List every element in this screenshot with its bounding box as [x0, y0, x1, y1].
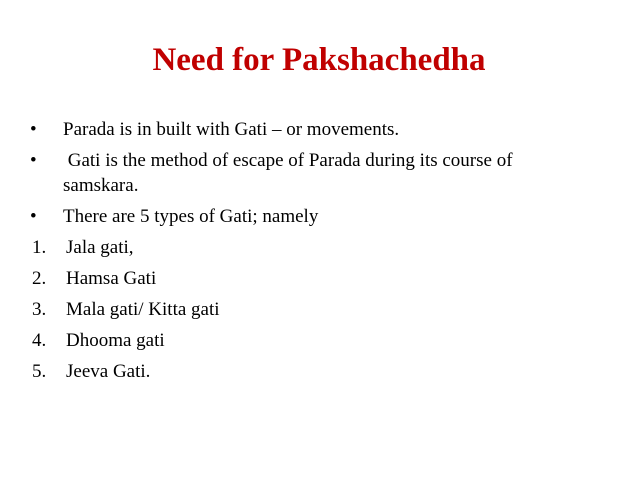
slide-title: Need for Pakshachedha: [152, 42, 486, 78]
bullet-marker: •: [30, 206, 37, 227]
numbered-text: Hamsa Gati: [66, 268, 157, 289]
bullet-text: There are 5 types of Gati; namely: [63, 206, 319, 227]
bullet-item: [30, 204, 590, 229]
bullet-marker: •: [30, 150, 37, 171]
number-marker: 5.: [32, 361, 47, 382]
bullet-item: [30, 148, 590, 198]
numbered-text: Dhooma gati: [66, 330, 165, 351]
numbered-item: [30, 297, 590, 322]
bullet-item: [30, 117, 590, 142]
numbered-text: Jeeva Gati.: [66, 361, 151, 382]
numbered-item: [30, 266, 590, 291]
bullet-text: Gati is the method of escape of Parada during its course of samskara.: [63, 150, 518, 196]
number-marker: 2.: [32, 268, 47, 289]
numbered-item: [30, 359, 590, 384]
number-marker: 4.: [32, 330, 47, 351]
number-marker: 1.: [32, 237, 47, 258]
numbered-item: [30, 328, 590, 353]
numbered-text: Mala gati/ Kitta gati: [66, 299, 220, 320]
bullet-marker: •: [30, 119, 37, 140]
numbered-item: [30, 235, 590, 260]
slide-body: [30, 117, 590, 390]
bullet-text: Parada is in built with Gati – or movements.: [63, 119, 400, 140]
number-marker: 3.: [32, 299, 47, 320]
numbered-text: Jala gati,: [66, 237, 134, 258]
